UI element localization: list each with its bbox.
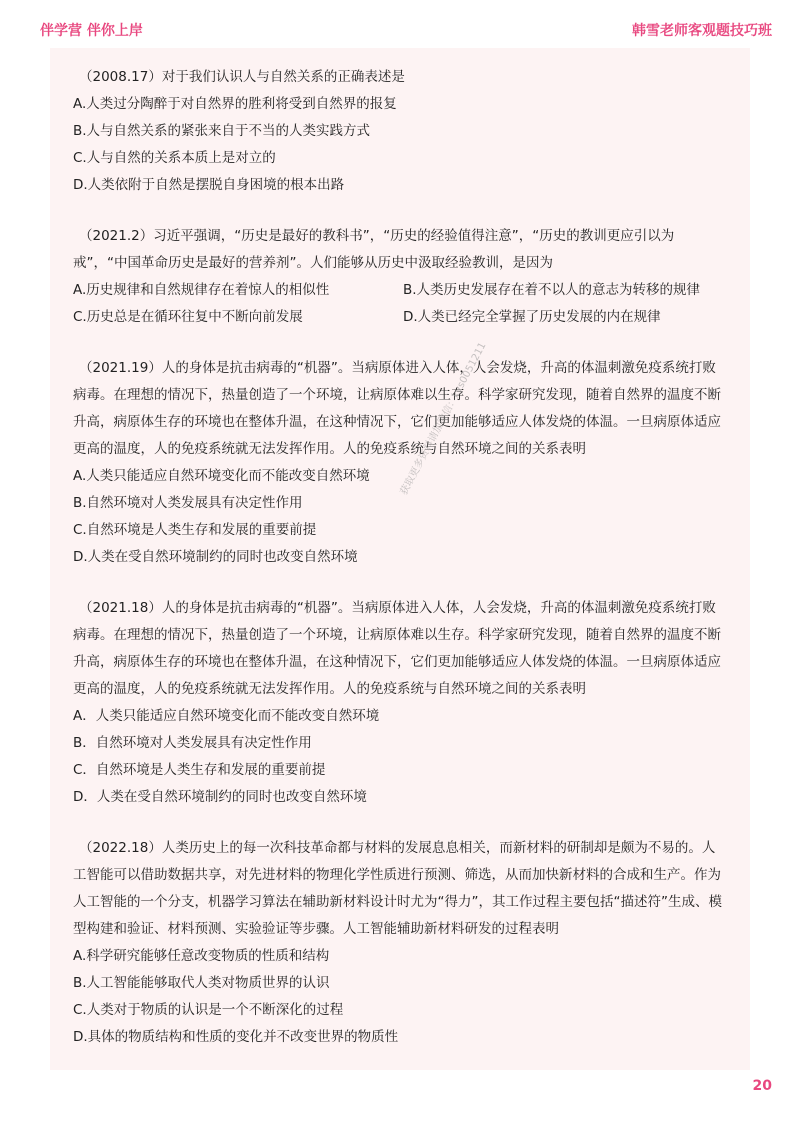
option-d: D.人类依附于自然是摆脱自身困境的根本出路 [73,177,345,193]
option-d: D.人类在受自然环境制约的同时也改变自然环境 [73,549,358,565]
option-c: C.人与自然的关系本质上是对立的 [73,150,276,166]
option-d: D．人类在受自然环境制约的同时也改变自然环境 [73,789,367,805]
option-b: B.人工智能能够取代人类对物质世界的认识 [73,975,330,991]
question-4 [73,595,728,811]
option-c: C.自然环境是人类生存和发展的重要前提 [73,522,317,538]
option-b: B．自然环境对人类发展具有决定性作用 [73,735,312,751]
question-stem: （2022.18）人类历史上的每一次科技革命都与材料的发展息息相关，而新材料的研制却是颇为不易的。人工智能可以借助数据共享，对先进材料的物理化学性质进行预测、筛选，从而加快新材料的合成和生产。作为人工智能的一个分支，机器学习算法在辅助新材料设计时尤为“得力”，其工作过程主要包括“描述符”生成、模型构建和验证、材料预测、实验验证等步骤。人工智能辅助新材料研发的过程表明 [73,840,722,937]
question-2 [73,223,728,331]
question-5 [73,835,728,1051]
question-stem: （2021.18）人的身体是抗击病毒的“机器”。当病原体进入人体，人会发烧，升高的体温刺激免疫系统打败病毒。在理想的情况下，热量创造了一个环境，让病原体难以生存。科学家研究发现，随着自然界的温度不断升高，病原体生存的环境也在整体升温，在这种情况下，它们更加能够适应人体发烧的体温。一旦病原体适应更高的温度，人的免疫系统就无法发挥作用。人的免疫系统与自然环境之间的关系表明 [73,600,721,697]
option-b: B.人类历史发展存在着不以人的意志为转移的规律 [403,282,701,298]
question-stem: （2021.19）人的身体是抗击病毒的“机器”。当病原体进入人体，人会发烧，升高的体温刺激免疫系统打败病毒。在理想的情况下，热量创造了一个环境，让病原体难以生存。科学家研究发现，随着自然界的温度不断升高，病原体生存的环境也在整体升温，在这种情况下，它们更加能够适应人体发烧的体温。一旦病原体适应更高的温度，人的免疫系统就无法发挥作用。人的免疫系统与自然环境之间的关系表明 [73,360,721,457]
option-a: A.科学研究能够任意改变物质的性质和结构 [73,948,330,964]
option-d: D.具体的物质结构和性质的变化并不改变世界的物质性 [73,1029,399,1045]
question-panel [50,48,750,1070]
option-b: B.人与自然关系的紧张来自于不当的人类实践方式 [73,123,371,139]
option-a: A.人类过分陶醉于对自然界的胜利将受到自然界的报复 [73,96,397,112]
question-stem: （2008.17）对于我们认识人与自然关系的正确表述是 [79,69,405,85]
question-1 [73,64,728,199]
option-a: A．人类只能适应自然环境变化而不能改变自然环境 [73,708,380,724]
header-course-title: 韩雪老师客观题技巧班 [632,23,772,39]
option-c: C.人类对于物质的认识是一个不断深化的过程 [73,1002,344,1018]
watermark: 获取更多资料请加微信：kys0051211 [398,340,489,498]
option-grid [73,277,728,331]
option-b: B.自然环境对人类发展具有决定性作用 [73,495,303,511]
page-number: 20 [752,1078,772,1094]
header-brand: 伴学营 伴你上岸 [40,23,143,39]
option-c: C.历史总是在循环往复中不断向前发展 [73,309,303,325]
option-a: A.历史规律和自然规律存在着惊人的相似性 [73,282,330,298]
option-a: A.人类只能适应自然环境变化而不能改变自然环境 [73,468,370,484]
option-c: C．自然环境是人类生存和发展的重要前提 [73,762,326,778]
option-d: D.人类已经完全掌握了历史发展的内在规律 [403,309,661,325]
question-3 [73,355,728,571]
question-stem: （2021.2）习近平强调，“历史是最好的教科书”，“历史的经验值得注意”，“历史的教训更应引以为戒”，“中国革命历史是最好的营养剂”。人们能够从历史中汲取经验教训，是因为 [73,228,675,271]
